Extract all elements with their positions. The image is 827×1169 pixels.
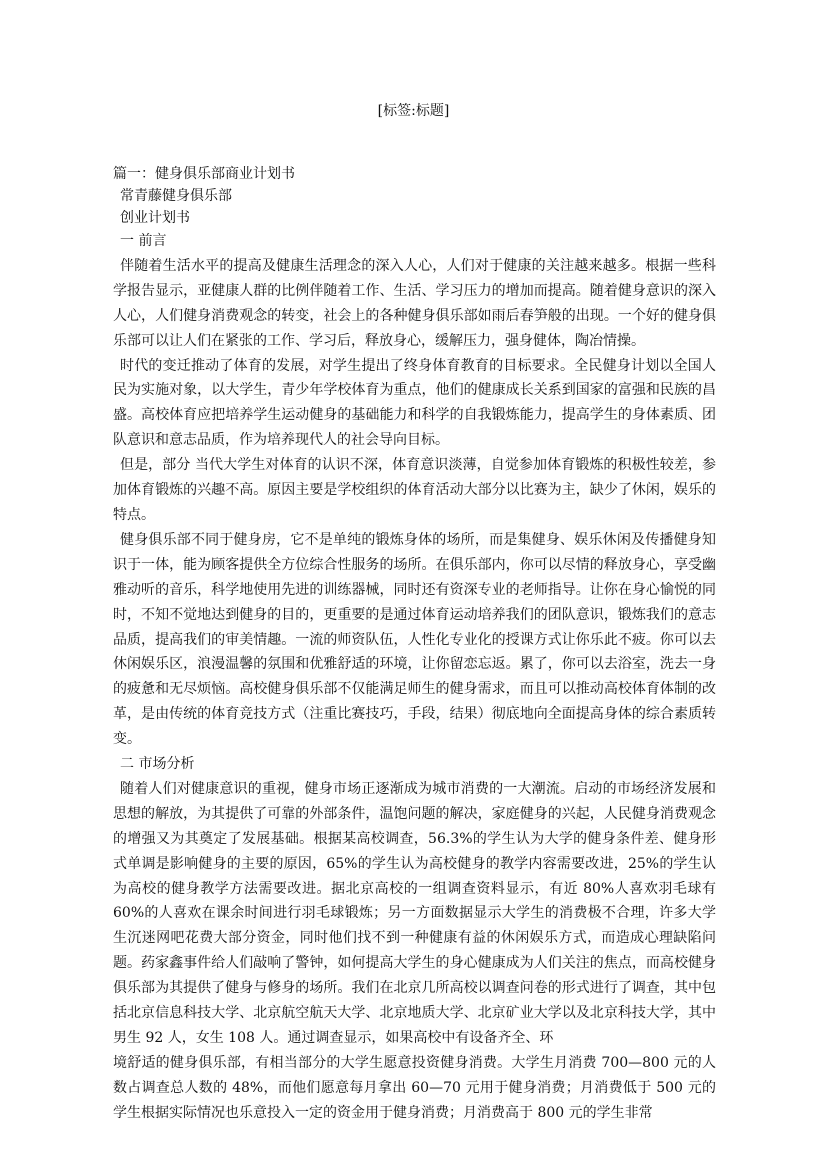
paragraph: 时代的变迁推动了体育的发展，对学生提出了终身体育教育的目标要求。全民健身计划以全国人民为实施对象，以大学生，青少年学校体育为重点，他们的健康成长关系到国家的富强和民族的昌盛。高校体育应把培养学生运动健身的基础能力和科学的自我锻炼能力，提高学生的身体素质、团队意识和意志品质，作为培养现代人的社会导向目标。 xyxy=(113,357,716,449)
paragraph: 但是，部分 当代大学生对体育的认识不深，体育意识淡薄，自觉参加体育锻炼的积极性较差，参加体育锻炼的兴趣不高。原因主要是学校组织的体育活动大部分以比赛为主，缺少了休闲，娱乐的特点。 xyxy=(113,457,716,523)
paragraph: 伴随着生活水平的提高及健康生活理念的深入人心，人们对于健康的关注越来越多。根据一些科学报告显示，亚健康人群的比例伴随着工作、生活、学习压力的增加而提高。随着健身意识的深入人心，人们健身消费观念的转变，社会上的各种健身俱乐部如雨后春笋般的出现。一个好的健身俱乐部可以让人们在紧张的工作、学习后，释放身心，缓解压力，强身健体，陶冶情操。 xyxy=(113,257,716,349)
paragraph: 健身俱乐部不同于健身房，它不是单纯的锻炼身体的场所，而是集健身、娱乐休闲及传播健身知识于一体，能为顾客提供全方位综合性服务的场所。在俱乐部内，你可以尽情的释放身心，享受幽雅动听的音乐，科学地使用先进的训练器械，同时还有资深专业的老师指导。让你在身心愉悦的同时，不知不觉地达到健身的目的，更重要的是通过体育运动培养我们的团队意识，锻炼我们的意志品质，提高我们的审美情趣。一流的师资队伍，人性化专业化的授课方式让你乐此不疲。你可以去休闲娱乐区，浪漫温馨的氛围和优雅舒适的环境，让你留恋忘返。累了，你可以去浴室，洗去一身的疲惫和无尽烦恼。高校健身俱乐部不仅能满足师生的健身需求，而且可以推动高校体育体制的改革，是由传统的体育竞技方式（注重比赛技巧，手段，结果）彻底地向全面提高身体的综合素质转变。 xyxy=(113,531,716,748)
article-heading: 篇一：健身俱乐部商业计划书 xyxy=(113,166,295,182)
article-body xyxy=(113,163,716,1126)
document-type: 创业计划书 xyxy=(120,210,190,226)
paragraph: 随着人们对健康意识的重视，健身市场正逐渐成为城市消费的一大潮流。启动的市场经济发展和思想的解放，为其提供了可靠的外部条件，温饱问题的解决，家庭健身的兴起，人民健身消费观念的增强又为其奠定了发展基础。根据某高校调查，56.3%的学生认为大学的健身条件差、健身形式单调是影响健身的主要的原因，65%的学生认为高校健身的教学内容需要改进，25%的学生认为高校的健身教学方法需要改进。据北京高校的一组调查资料显示，有近 80%人喜欢羽毛球有 60%的人喜欢在课余时间进行羽毛球锻炼；另一方面数据显示大学生的消费极不合理，许多大学生沉迷网吧花费大部分资金，同时他们找不到一种健康有益的休闲娱乐方式，而造成心理缺陷问题。药家鑫事件给人们敲响了警钟，如何提高大学生的身心健康成为人们关注的焦点，而高校健身俱乐部为其提供了健身与修身的场所。我们在北京几所高校以调查问卷的形式进行了调查，其中包括北京信息科技大学、北京航空航天大学、北京地质大学、北京矿业大学以及北京科技大学，其中男生 92 人，女生 108 人。通过调查显示，如果高校中有设备齐全、环 xyxy=(113,780,716,1046)
document-title: [标签:标题] xyxy=(377,103,450,119)
organization-name: 常青藤健身俱乐部 xyxy=(120,188,232,204)
section-title-preface: 一 前言 xyxy=(120,233,167,249)
paragraph: 境舒适的健身俱乐部，有相当部分的大学生愿意投资健身消费。大学生月消费 700—800 元的人数占调查总人数的 48%，而他们愿意每月拿出 60—70 元用于健身消费；月消费低于 500 元的学生根据实际情况也乐意投入一定的资金用于健身消费；月消费高于 800 元的学生非常 xyxy=(113,1054,716,1121)
section-title-market-analysis: 二 市场分析 xyxy=(120,756,195,773)
